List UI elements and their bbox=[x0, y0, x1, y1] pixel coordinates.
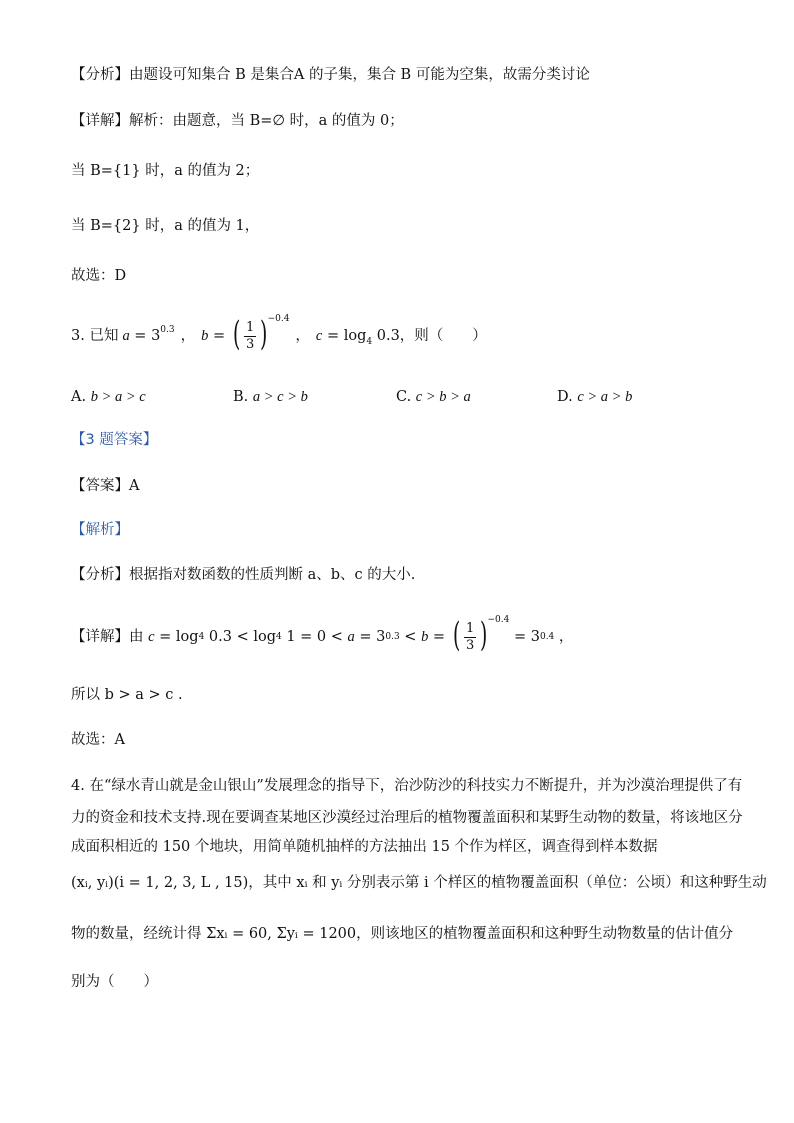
detail-text: 解析：由题意，当 B=∅ 时，a 的值为 0； bbox=[129, 113, 404, 129]
question-4-line-3: 成面积相近的 150 个地块，用简单随机抽样的方法抽出 15 个作为样区，调查得到样本数据 bbox=[71, 839, 658, 855]
solution-title: 【解析】 bbox=[71, 522, 129, 538]
q3-b-expr: b = ( $\frac{1}{3}$ ) −0.4 bbox=[201, 313, 290, 354]
option-d[interactable]: D. c > a > b bbox=[557, 389, 633, 405]
q3-suffix: ，则（ ） bbox=[399, 327, 487, 344]
option-b[interactable]: B. a > c > b bbox=[233, 389, 308, 405]
question-4-line-6: 别为（ ） bbox=[71, 974, 158, 990]
question-4-line-2: 力的资金和技术支持.现在要调查某地区沙漠经过治理后的植物覆盖面积和某野生动物的数量，将该地区分 bbox=[71, 810, 743, 826]
q3-a-expr: $a = 3^{0.3}$ bbox=[122, 324, 175, 344]
conclusion-line: 所以 b > a > c . bbox=[71, 687, 183, 703]
analysis-paragraph-q3: 【分析】 根据指对数函数的性质判断 a、b、c 的大小. bbox=[71, 567, 416, 583]
question-4-line-5: 物的数量，经统计得 Σxᵢ = 60, Σyᵢ = 1200，则该地区的植物覆盖面积和这种野生动物数量的估计值分 bbox=[71, 926, 734, 942]
q3-c-expr: $c = \log_4 0.3$ bbox=[315, 327, 400, 347]
answer-title-q3: 【3 题答案】 bbox=[71, 432, 158, 448]
choose-a: 故选：A bbox=[71, 732, 125, 748]
question-4-line-4: (xᵢ, yᵢ)(i = 1, 2, 3, L , 15)，其中 xᵢ 和 yᵢ 分别表示第 i 个样区的植物覆盖面积（单位：公顷）和这种野生动 bbox=[71, 875, 767, 891]
answer-line: 【答案】 A bbox=[71, 478, 140, 494]
analysis-tag: 【分析】 bbox=[71, 67, 129, 83]
case-b-1: 当 B={1} 时，a 的值为 2； bbox=[71, 163, 260, 179]
question-3-stem: 3. 已知 $a = 3^{0.3}$ ， b = ( $\frac{1}{3}$ ) −0.4 ， $c = \log_4 0.3$ ，则（ ） bbox=[71, 313, 487, 354]
analysis-text: 由题设可知集合 B 是集合A 的子集，集合 B 可能为空集，故需分类讨论 bbox=[129, 67, 590, 83]
question-4-line-1: 4. 在“绿水青山就是金山银山”发展理念的指导下，治沙防沙的科技实力不断提升，并为沙漠治理提供了有 bbox=[71, 778, 743, 794]
detail-paragraph-q3: 【详解】 由 c = log 4 0.3 < log 4 1 = 0 < a = 3 0.3 < b = ( $\frac{1}{3}$ ) −0.4 = 3 0.4 ， bbox=[71, 614, 574, 655]
answer-value: A bbox=[129, 478, 140, 494]
option-c[interactable]: C. c > b > a bbox=[396, 389, 471, 405]
detail-paragraph-q2 bbox=[71, 114, 404, 129]
analysis-paragraph-q2 bbox=[71, 68, 590, 83]
option-a[interactable]: A. b > a > c bbox=[71, 389, 146, 405]
detail-math: 由 c = log 4 0.3 < log 4 1 = 0 < a = 3 0.3 < b = ( $\frac{1}{3}$ ) −0.4 = 3 0.4 ， bbox=[129, 614, 574, 655]
case-b-2: 当 B={2} 时，a 的值为 1， bbox=[71, 218, 260, 234]
detail-tag: 【详解】 bbox=[71, 113, 129, 129]
choose-d: 故选：D bbox=[71, 268, 127, 284]
q3-prefix: 3. 已知 bbox=[71, 327, 119, 344]
